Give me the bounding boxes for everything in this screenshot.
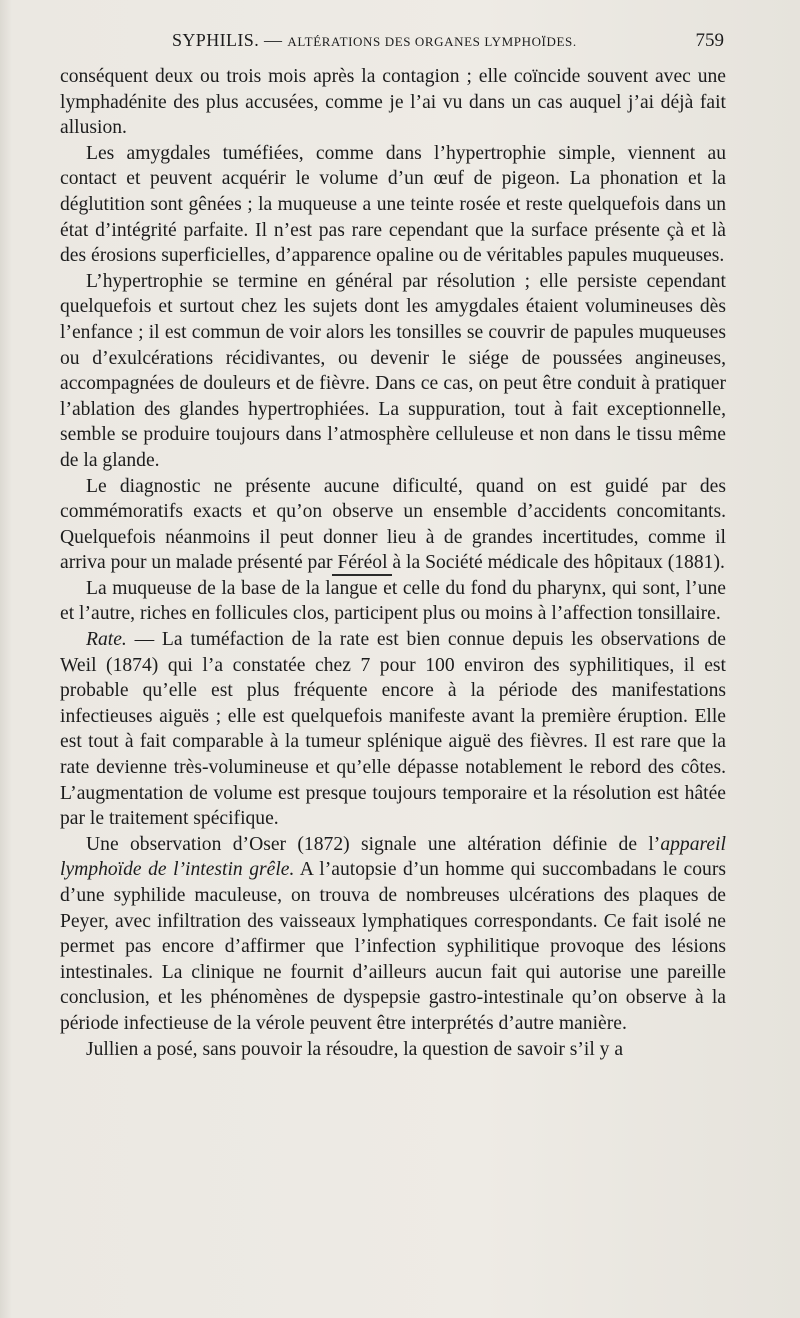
- body-text: [60, 64, 726, 1062]
- running-title-main: SYPHILIS.: [172, 30, 260, 50]
- paragraph-hypertrophie: L’hypertrophie se termine en général par résolution ; elle persiste cependant quelquefois et surtout chez les sujets dont les amygdales étaient volumineuses dès l’enfance ; il est commun de voir alors les tonsilles se couvrir de papules muqueuses ou d’exulcérations récidivantes, ou devenir le siége de poussées angineuses, accompagnées de douleurs et de fièvre. Dans ce cas, on peut être conduit à pratiquer l’ablation des glandes hypertrophiées. La suppuration, tout à fait exceptionnelle, semble se produire toujours dans l’atmosphère celluleuse et non dans le tissu même de la glande.: [60, 270, 726, 471]
- diagnostic-text-start: Le diagnostic ne présente aucune dificulté, quand on est guidé par des commémoratifs exacts et qu’on observe un ensemble d’accidents concomitants. Quelquefois néanmoins il peut donner lieu à de grandes incertitudes, comme il arriva pour un malade présenté: [60, 475, 726, 574]
- rate-heading: Rate.: [86, 629, 127, 651]
- paragraph-diagnostic: [60, 474, 726, 576]
- oser-text-end: A l’autopsie d’un homme qui succombadans le cours d’une syphilide maculeuse, on trouva de nombreuses ulcérations des plaques de Peyer, avec infiltration des vaisseaux lymphatiques correspondants. Ce fait isolé ne permet pas encore d’affirmer que l’infection syphilitique provoque des lésions intestinales. La clinique ne fournit d’ailleurs aucun fait qui autorise une pareille conclusion, et les phénomènes de dyspepsie gastro-intestinale qu’on observe à la période infectieuse de la vérole peuvent être interprétés d’autre manière.: [60, 859, 726, 1034]
- paragraph-oser: [60, 832, 726, 1037]
- paragraph-amygdales: Les amygdales tuméfiées, comme dans l’hypertrophie simple, viennent au contact et peuvent acquérir le volume d’un œuf de pigeon. La phonation et la déglutition sont gênées ; la muqueuse a une teinte rosée et reste quelquefois dans un état d’intégrité parfaite. Il n’est pas rare cependant que la surface présente çà et là des érosions superficielles, d’apparence opaline ou de véritables papules muqueuses.: [60, 142, 726, 267]
- section-title: ALTÉRATIONS DES ORGANES LYMPHOÏDES.: [287, 34, 577, 49]
- rate-text: — La tuméfaction de la rate est bien connue depuis les observations de Weil (1874) qui l’a constatée chez 7 pour 100 environ des syphilitiques, il est probable qu’elle est plus fréquente encore à la période des manifestations infectieuses aiguës ; elle est quelquefois manifeste avant la première éruption. Elle est tout à fait comparable à la tumeur splénique aiguë des fièvres. Il est rare que la rate devienne très-volumineuse et qu’elle dépasse notablement le rebord des côtes. L’augmentation de volume est presque toujours temporaire et la résolution est hâtée par le traitement spécifique.: [60, 629, 726, 830]
- paragraph-rate: [60, 627, 726, 832]
- paragraph-jullien: Jullien a posé, sans pouvoir la résoudre, la question de savoir s’il y a: [86, 1038, 624, 1060]
- page-number: 759: [695, 30, 724, 51]
- running-title-dash: —: [264, 30, 283, 50]
- running-title: [172, 30, 577, 51]
- oser-italic-term: appareil lymphoïde de l’intestin grêle.: [60, 833, 726, 881]
- underlined-citation: par Féréol: [307, 552, 388, 574]
- paragraph-muqueuse: La muqueuse de la base de la langue et celle du fond du pharynx, qui sont, l’une et l’autre, riches en follicules clos, participent plus ou moins à l’affection tonsillaire.: [60, 577, 726, 625]
- diagnostic-text-end: à la Société médicale des hôpitaux (1881).: [387, 552, 725, 574]
- running-header: [172, 30, 724, 60]
- paragraph-continuation: conséquent deux ou trois mois après la contagion ; elle coïncide souvent avec une lymphadénite des plus accusées, comme je l’ai vu dans un cas auquel j’ai déjà fait allusion.: [60, 66, 726, 139]
- oser-text-start: Une observation d’Oser (1872) signale une altération définie de l’: [86, 833, 661, 855]
